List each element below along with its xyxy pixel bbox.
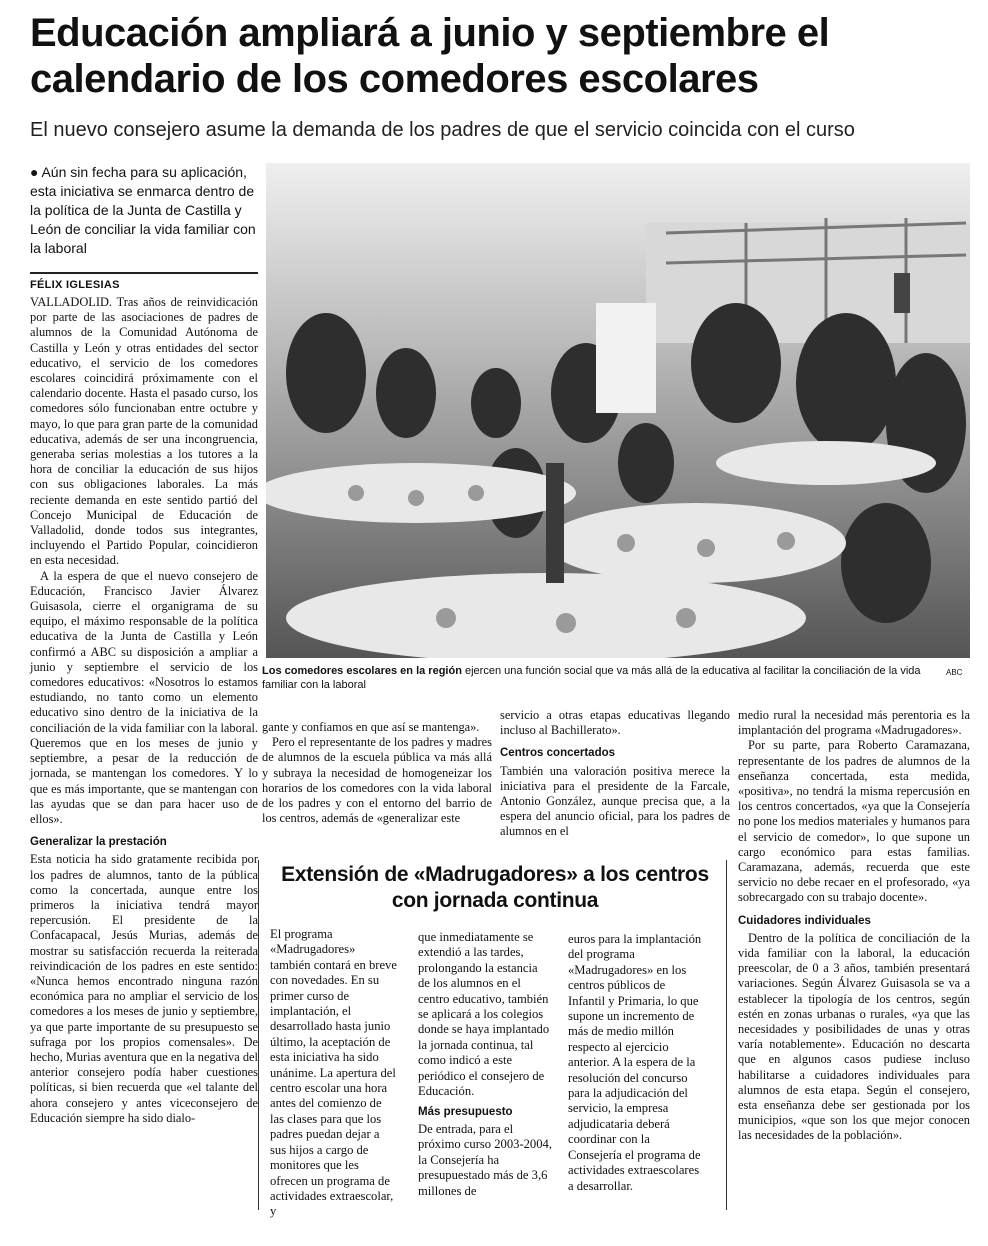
body-paragraph: Esta noticia ha sido gratamente recibida por los padres de alumnos, tanto de la pública como la concertada, aunque entre los primeros la iniciativa tendrá mayor repercusión. El presidente de la Confacapacal, Jesús Murias, además de mostrar su satisfacción recuerda la reiterada reivindicación de los padres en este sentido: «Nunca hemos encontrado ninguna razón económica para no ampliar el servicio de los comedores a los meses de junio y septiembre, ya que parte importante de su presupuesto se sufraga por los propios comensales». De hecho, Murias aventura que en la negativa del anterior consejero podía haber cuestiones políticas, si bien recuerda que «el talante del ahora consejero y antes viceconsejero de Educación siempre ha sido dialo- [30,852,258,1125]
body-paragraph: Dentro de la política de conciliación de la vida familiar con la laboral, la educación preescolar, de 0 a 3 años, también presentará variaciones. Según Álvarez Guisasola se va a establecer la tipología de los centros, según estén en zonas urbanas o rurales, «ya que las necesidades y posibilidades de unas y otras varía notablemente». Educación no descarta que en algunos casos pudiese incluso habilitarse a cuidadores individuales para alumnos de esta etapa. Según el consejero, esta enseñanza debe ser gestionada por los municipios, «que son los que mejor conocen las necesidades de la población». [738,930,970,1143]
sidebar-box-right-rule [726,860,727,1210]
sidebar-box-left-rule [258,860,259,1210]
body-paragraph: servicio a otras etapas educativas llegando incluso al Bachillerato». [500,708,730,738]
body-paragraph: De entrada, para el próximo curso 2003-2004, la Consejería ha presupuestado más de 3,6 millones de [418,1121,552,1198]
article-column-2 [262,720,492,826]
body-paragraph: A la espera de que el nuevo consejero de Educación, Francisco Javier Álvarez Guisasola, cierre el organigrama de su equipo, el máximo responsable de la política educativa de la Junta de Castilla y León confirmó a ABC su disposición a ampliar a junio y septiembre el servicio de los comedores educativos: «Nosotros lo estamos estudiando, no tanto como un elemento educativo sino dentro de la iniciativa de la conciliación de la vida familiar con la laboral. Queremos que en los meses de junio y septiembre, a pesar de la reducción de jornada, se mantengan los comedores. Y lo que es más importante, que se mantengan con las ayudas que se dan para hacer uso de ellos». [30,568,258,826]
section-heading: Centros concertados [500,747,616,760]
byline: FÉLIX IGLESIAS [30,279,120,291]
section-heading: Cuidadores individuales [738,914,871,927]
lead-paragraph [30,163,258,258]
subheadline: El nuevo consejero asume la demanda de los padres de que el servicio coincida con el curso [30,119,855,141]
body-paragraph: Por su parte, para Roberto Caramazana, representante de los padres de alumnos de la enseñanza concertada, esta medida, «positiva», no tendrá la misma repercusión en los centros concertados, «ya que la Consejería no pone los medios materiales y humanos para el servicio de comedor», lo que supone un cargo económico para estas familias. Caramazana, además, recuerda que este servicio no debe recaer en el profesorado, «ya sobrecargado con su trabajo docente». [738,738,970,905]
photo-caption [262,664,942,692]
body-paragraph: medio rural la necesidad más perentoria es la implantación del programa «Madrugadores». [738,708,970,738]
photo-illustration [266,163,970,658]
body-paragraph: También una valoración positiva merece la iniciativa para el presidente de la Farcale, Antonio González, aunque precisa que, a la espera del anuncio oficial, para los padres de alumnos en el [500,763,730,839]
article-column-4 [738,708,970,1144]
school-canteen-photo [266,163,970,658]
bullet-icon: ● [30,164,39,180]
body-paragraph: que inmediatamente se extendió a las tardes, prolongando la estancia de los alumnos en el centro educativo, también se aplicará a los colegios donde se haya implantado la jornada continua, tal como indicó a este periódico el consejero de Educación. [418,930,550,1099]
body-paragraph: Pero el representante de los padres y madres de alumnos de la escuela pública va más allá y subraya la necesidad de homogeneizar los horarios de los comedores con la vida laboral de los padres y con el entorno del barrio de los centros, además de «generalizar este [262,735,492,826]
article-column-1 [30,295,258,1126]
body-paragraph: euros para la implantación del programa «Madrugadores» en los centros públicos de Infantil y Primaria, lo que supone un incremento de más de medio millón respecto al ejercicio anterior. A la espera de la resolución del concurso para la adjudicación del servicio, la empresa adjudicataria deberá coordinar con la Consejería el programa de actividades extraescolares a desarrollar. [568,932,702,1193]
lead-text: Aún sin fecha para su aplicación, esta iniciativa se enmarca dentro de la política de la Junta de Castilla y León de conciliar la vida familiar con la laboral [30,164,256,256]
caption-text: ejercen una función social que va más allá de la educativa al facilitar la conciliación de la vida familiar con la laboral [262,665,921,691]
lead-divider [30,272,258,274]
body-paragraph: VALLADOLID. Tras años de reinvidicación por parte de las asociaciones de padres de alumnos de la Comunidad Autónoma de Castilla y León y otras entidades del sector educativo, el servicio de los comedores escolares coincidirá próximamente con el calendario docente. Hasta el pasado curso, los comedores sólo funcionaban entre octubre y mayo, lo que para gran parte de la comunidad educativa, además de ser una incongruencia, generaba serias molestias a los tutores a la hora de conciliar la educación de sus hijos con sus obligaciones laborales. La más reciente demanda en este sentido partió del Concejo Municipal de Educación de Valladolid, donde todos sus integrantes, incluyendo el Partido Popular, coincidieron en esta necesidad. [30,295,258,568]
photo-credit: ABC [946,668,963,677]
caption-lead: Los comedores escolares en la región [262,665,462,677]
sidebar-box-title: Extensión de «Madrugadores» a los centros con jornada continua [281,863,709,912]
sidebar-box-column-1 [270,927,398,1220]
sidebar-box-column-3 [568,932,702,1194]
sidebar-box-column-2 [418,930,552,1199]
headline: Educación ampliará a junio y septiembre el calendario de los comedores escolares [30,11,830,101]
section-heading: Más presupuesto [418,1106,513,1119]
article-column-3 [500,708,730,840]
body-paragraph: El programa «Madrugadores» también contará en breve con novedades. En su primer curso de implantación, el desarrollado hasta junio último, la aceptación de esta iniciativa ha sido unánime. La apertura del centro escolar una hora antes del comienzo de las clases para que los padres puedan dejar a sus hijos a cargo de monitores que les ofrecen un programa de actividades extraescolar, y [270,927,397,1219]
section-heading: Generalizar la prestación [30,836,167,849]
body-paragraph: gante y confiamos en que así se mantenga». [262,720,480,734]
